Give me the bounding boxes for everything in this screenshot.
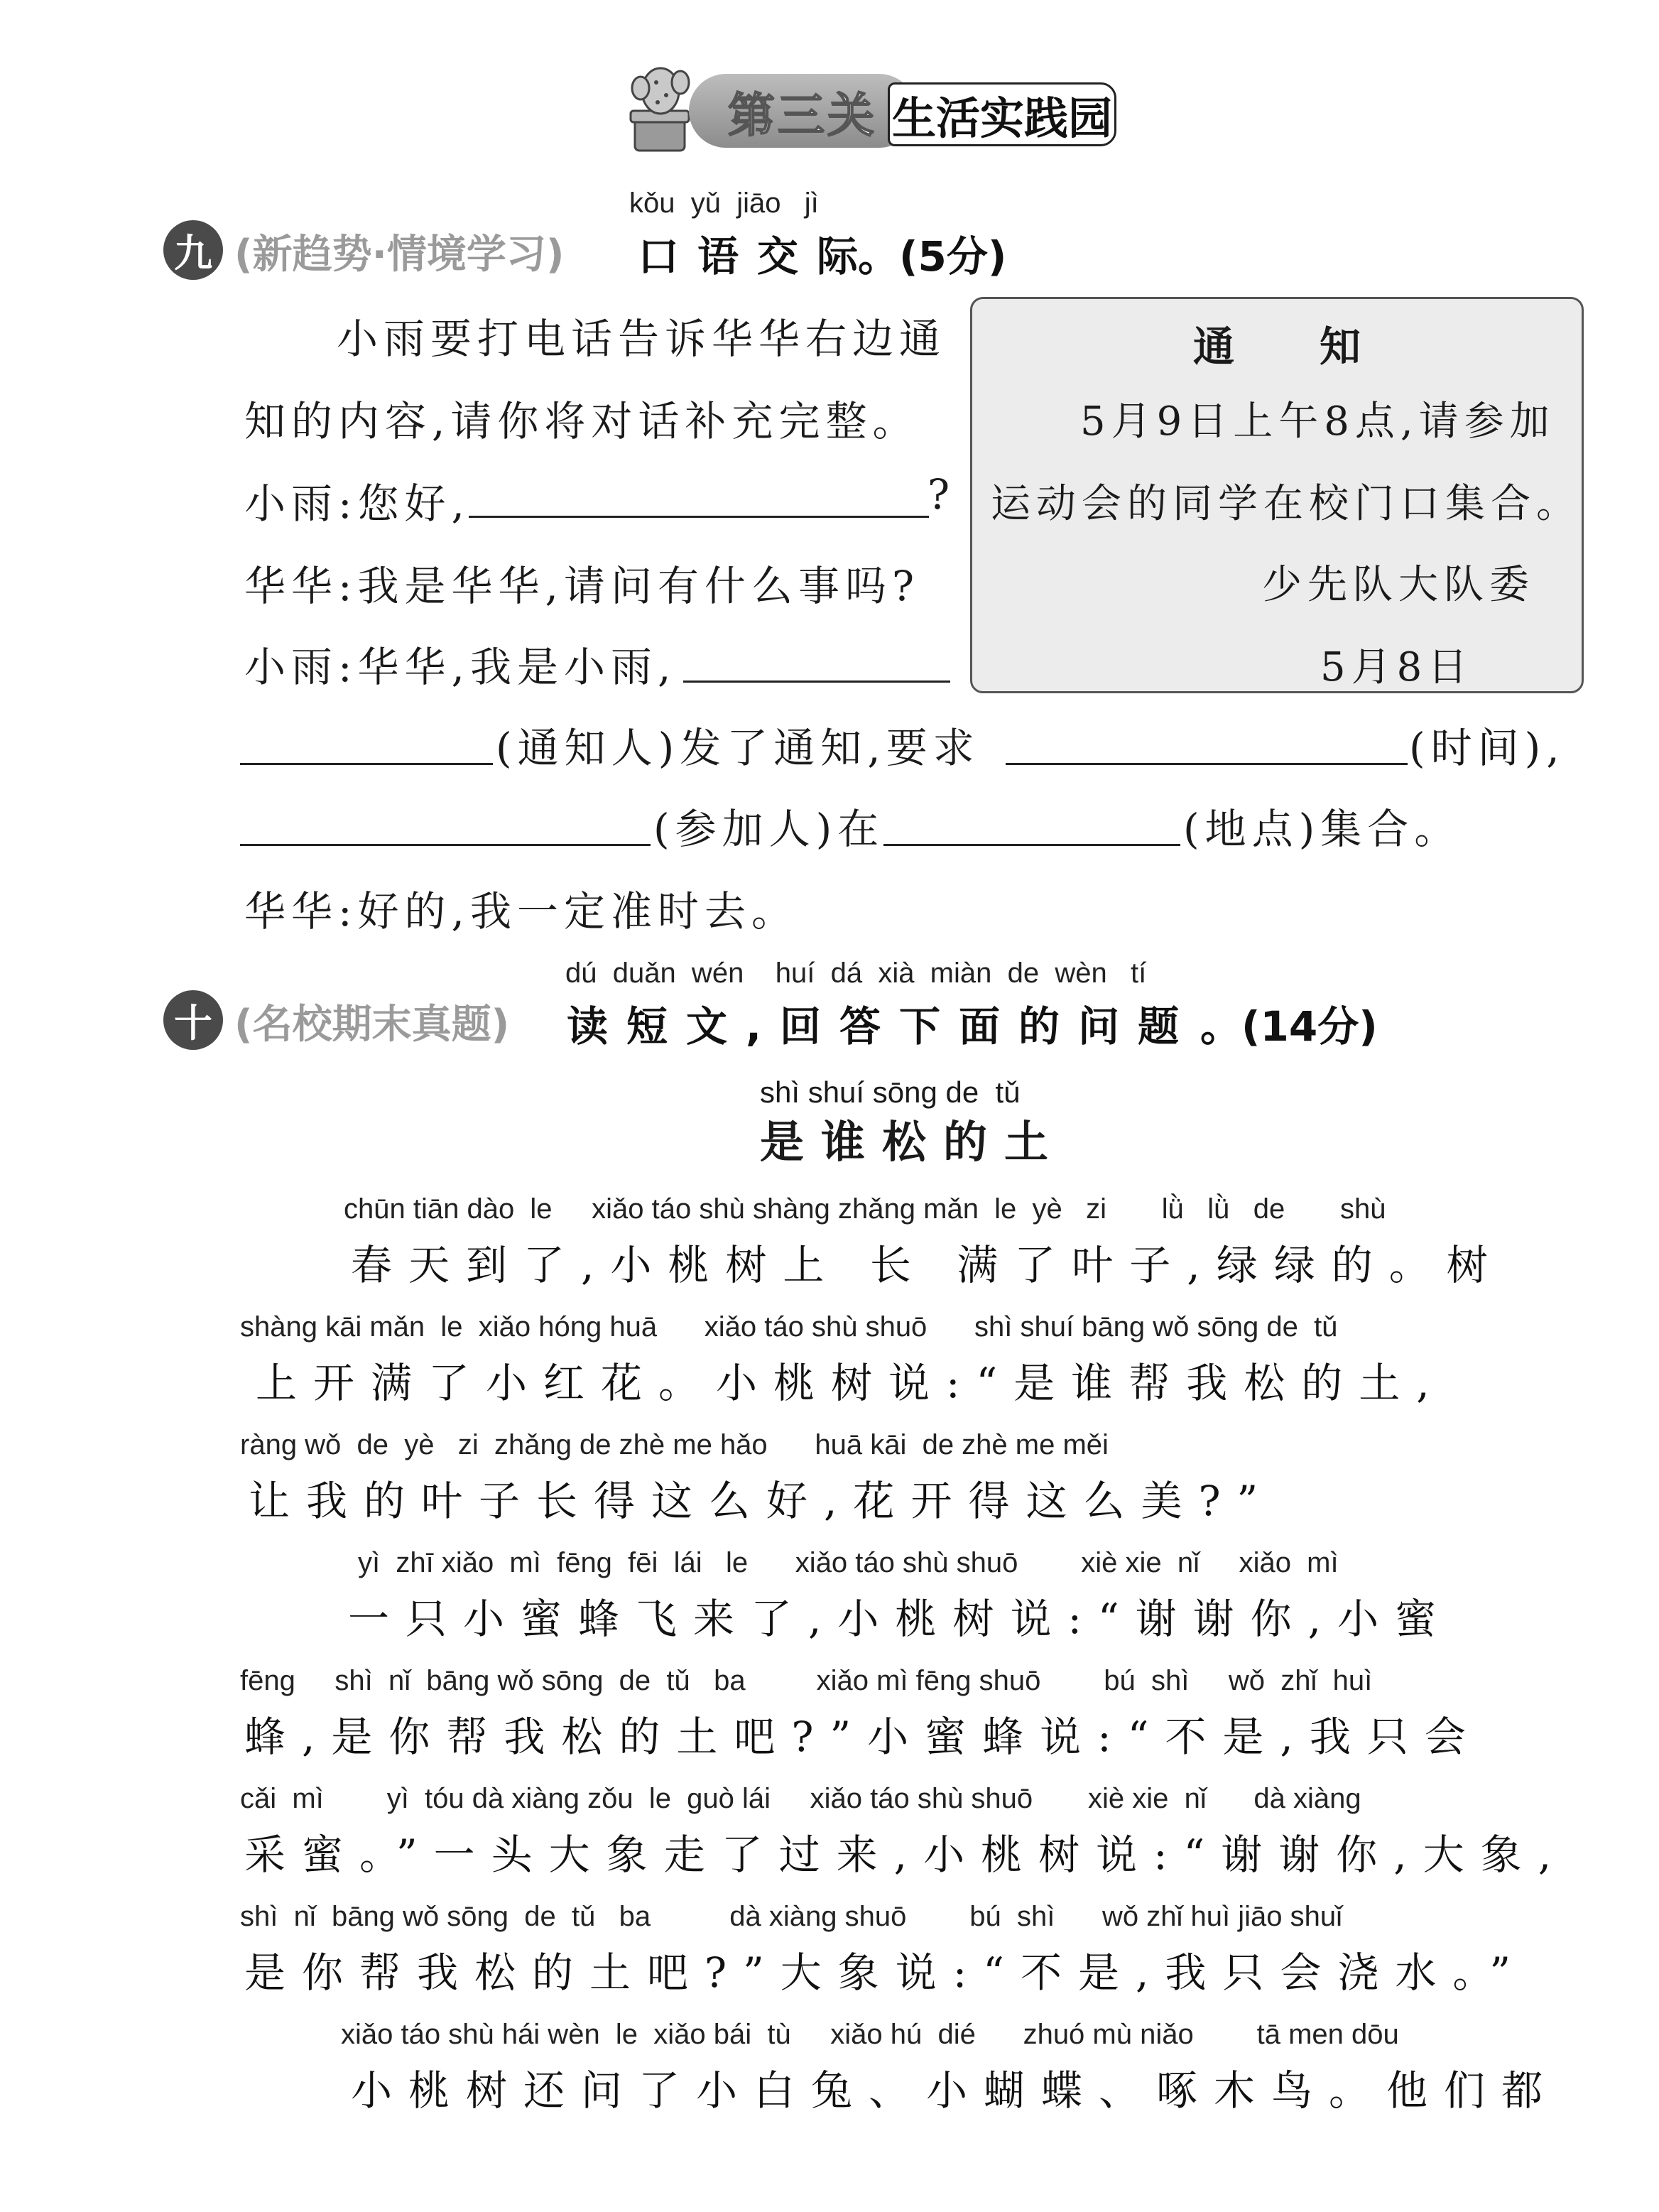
story-line-text: 蜂,是你帮我松的土吧?”小蜜蜂说:“不是,我只会 [244, 1713, 1482, 1761]
dialogue-line-1: 小雨:您好, [244, 479, 470, 528]
section9-intro-line2: 知的内容,请你将对话补充完整。 [244, 397, 920, 445]
story-line-1 [0, 1193, 1659, 1307]
section-banner [625, 61, 1122, 153]
section9-tag: (新趋势·情境学习) [234, 232, 565, 278]
notice-line2: 运动会的同学在校门口集合。 [991, 481, 1582, 527]
field-location-label: (地点)集合。 [1183, 805, 1462, 853]
field-time-label: (时间), [1409, 724, 1565, 772]
story-line-text: 小桃树还问了小白兔、小蝴蝶、啄木鸟。他们都 [351, 2066, 1560, 2115]
field-participants-label: (参加人)在 [653, 805, 885, 853]
story-line-pinyin: chūn tiān dào le xiǎo táo shù shàng zhǎng mǎn le yè zi lǜ lǜ de shù [344, 1193, 1386, 1225]
notice-date: 5月8日 [1320, 644, 1474, 690]
section10-task-pinyin: dú duǎn wén huí dá xià miàn de wèn tí [565, 958, 1147, 989]
section9-header [163, 213, 1584, 284]
section10-number-badge: 十 [163, 990, 223, 1050]
story-line-text: 采蜜。”一头大象走了过来,小桃树说:“谢谢你,大象, [244, 1831, 1568, 1879]
story-line-pinyin: cǎi mì yì tóu dà xiàng zǒu le guò lái xiǎo táo shù shuō xiè xie nǐ dà xiàng [240, 1783, 1361, 1814]
story-line-pinyin: shì nǐ bāng wǒ sōng de tǔ ba dà xiàng shuō bú shì wǒ zhǐ huì jiāo shuǐ [240, 1901, 1343, 1932]
story-line-text: 上开满了小红花。小桃树说:“是谁帮我松的土, [256, 1359, 1446, 1407]
story-line-text: 春天到了,小桃树上 长 满了叶子,绿绿的。树 [351, 1241, 1504, 1289]
field-notifier-label: (通知人)发了通知,要求 [496, 724, 980, 772]
story-line-text: 是你帮我松的土吧?”大象说:“不是,我只会浇水。” [244, 1948, 1528, 1997]
story-line-pinyin: ràng wǒ de yè zi zhǎng de zhè me hǎo huā kāi de zhè me měi [240, 1429, 1109, 1460]
story-line-text: 让我的叶子长得这么好,花开得这么美?” [249, 1477, 1275, 1525]
section9-task-pinyin: kǒu yǔ jiāo jì [629, 188, 819, 219]
dialogue-line-4: 华华:好的,我一定准时去。 [244, 887, 798, 936]
story-line-5 [0, 1665, 1659, 1779]
section10-task: 读短文,回答下面的问题 [567, 1002, 1198, 1051]
dialogue-line-1-end: ? [928, 470, 956, 519]
notice-card [970, 297, 1584, 693]
story-line-2 [0, 1311, 1659, 1425]
section10-header [163, 983, 1584, 1054]
notice-title: 通知 [1192, 322, 1446, 371]
story-line-text: 一只小蜜蜂飞来了,小桃树说:“谢谢你,小蜜 [348, 1595, 1453, 1643]
part-title-label: 生活实践园 [888, 82, 1116, 146]
story-line-8 [0, 2019, 1659, 2132]
section9-number-badge: 九 [163, 220, 223, 280]
blank-notifier[interactable] [240, 763, 493, 765]
story-line-7 [0, 1901, 1659, 2015]
section9-score: 。(5分) [858, 232, 1007, 281]
notice-signature: 少先队大队委 [1262, 562, 1535, 608]
story-line-pinyin: fēng shì nǐ bāng wǒ sōng de tǔ ba xiǎo mì fēng shuō bú shì wǒ zhǐ huì [240, 1665, 1373, 1696]
answer-blank-2[interactable] [683, 681, 950, 683]
part-number-label: 第三关 [689, 74, 916, 148]
story-title: 是谁松的土 [760, 1116, 1066, 1168]
story-line-pinyin: xiǎo táo shù hái wèn le xiǎo bái tù xiǎo hú dié zhuó mù niǎo tā men dōu [341, 2019, 1399, 2050]
section10-score: 。(14分) [1200, 1002, 1378, 1051]
story-line-pinyin: yì zhī xiǎo mì fēng fēi lái le xiǎo táo shù shuō xiè xie nǐ xiǎo mì [358, 1547, 1339, 1578]
notice-line1: 5月9日上午8点,请参加 [1080, 399, 1555, 445]
answer-blank-1[interactable] [469, 516, 929, 518]
blank-location[interactable] [883, 844, 1180, 846]
blank-participants[interactable] [240, 844, 651, 846]
dialogue-line-2: 华华:我是华华,请问有什么事吗? [244, 562, 920, 610]
section9-task: 口语交际 [638, 232, 877, 281]
story-line-pinyin: shàng kāi mǎn le xiǎo hóng huā xiǎo táo shù shuō shì shuí bāng wǒ sōng de tǔ [240, 1311, 1338, 1343]
section10-tag: (名校期末真题) [234, 1002, 510, 1048]
story-title-pinyin: shì shuí sōng de tǔ [760, 1075, 1021, 1109]
dialogue-line-3: 小雨:华华,我是小雨, [244, 643, 677, 691]
story-line-3 [0, 1429, 1659, 1543]
story-line-6 [0, 1783, 1659, 1897]
section9-intro-line1: 小雨要打电话告诉华华右边通 [337, 315, 947, 363]
story-line-4 [0, 1547, 1659, 1661]
blank-time[interactable] [1006, 763, 1408, 765]
